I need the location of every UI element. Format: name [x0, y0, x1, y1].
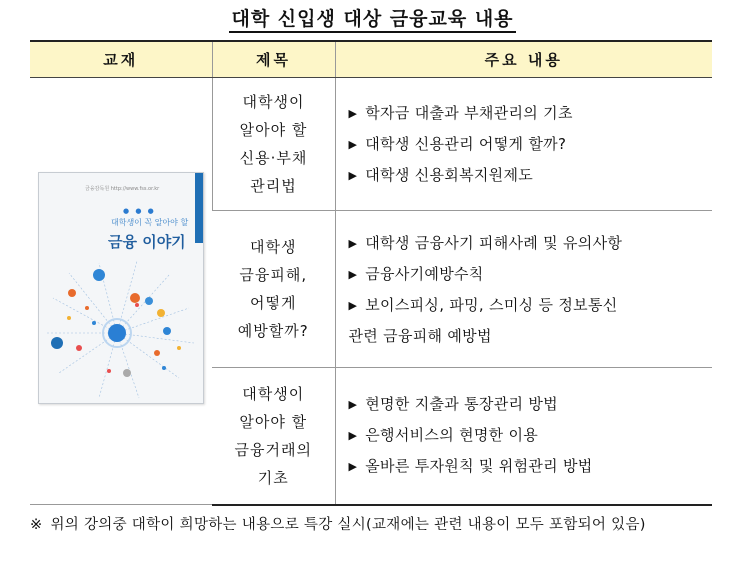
title-line: 대학생이: [242, 93, 305, 111]
bullet-icon: ▶: [348, 460, 358, 474]
title-line: 관리법: [250, 177, 297, 195]
textbook-cell: [30, 78, 212, 505]
header-main-content: 주요 내용: [335, 41, 712, 78]
title-line: 예방할까?: [237, 322, 309, 340]
bullet-icon: ▶: [348, 298, 358, 312]
title-line: 신용·부채: [239, 149, 308, 167]
row-3-content: [335, 368, 712, 505]
cover-dots: ● ● ●: [123, 207, 156, 215]
title-line: 어떻게: [250, 294, 297, 312]
reference-mark: ※: [30, 517, 43, 533]
list-item: ▶ 대학생 신용관리 어떻게 할까?: [348, 134, 567, 153]
table-header-row: [30, 41, 712, 78]
title-line: 알아야 할: [239, 412, 308, 431]
title-line: 대학생: [250, 238, 297, 256]
header-title: 제목: [212, 41, 335, 78]
bullet-icon: ▶: [348, 398, 358, 412]
header-textbook: 교재: [30, 41, 212, 78]
page-title: 대학 신입생 대상 금융교육 내용: [0, 4, 745, 31]
list-item: ▶ 보이스피싱, 파밍, 스미싱 등 정보통신: [348, 295, 618, 314]
bullet-icon: ▶: [348, 137, 358, 151]
footnote: [30, 513, 730, 537]
row-2-content: [335, 211, 712, 368]
row-2-title: [212, 211, 335, 368]
cover-publisher-text: 금융감독원 http://www.fss.or.kr: [85, 186, 160, 192]
list-item: ▶ 올바른 투자원칙 및 위험관리 방법: [348, 457, 593, 476]
title-line: 금융거래의: [234, 440, 312, 459]
title-line: 기초: [257, 468, 289, 487]
bullet-icon: ▶: [348, 267, 358, 281]
bullet-icon: ▶: [348, 429, 358, 443]
cover-accent-bar: [195, 173, 203, 243]
title-line: 대학생이: [242, 384, 305, 403]
bullet-icon: ▶: [348, 236, 358, 250]
title-line: 금융피해,: [239, 266, 308, 284]
textbook-cover-image: [38, 172, 204, 404]
row-3-title: [212, 368, 335, 505]
list-item: ▶ 현명한 지출과 통장관리 방법: [348, 395, 558, 414]
education-table: [30, 40, 712, 506]
row-1-title: [212, 78, 335, 211]
list-item: ▶ 대학생 신용회복지원제도: [348, 165, 534, 184]
list-item: ▶ 은행서비스의 현명한 이용: [348, 426, 539, 445]
title-line: 알아야 할: [239, 121, 308, 139]
footnote-text: 위의 강의중 대학이 희망하는 내용으로 특강 실시(교재에는 관련 내용이 모두 포함되어 있음): [50, 517, 646, 533]
network-illustration: [39, 253, 203, 403]
bullet-icon: ▶: [348, 106, 358, 120]
bullet-icon: ▶: [348, 168, 358, 182]
list-item: ▶ 학자금 대출과 부채관리의 기초: [348, 103, 573, 122]
row-1-content: [335, 78, 712, 211]
list-item-continuation: 관련 금융피해 예방법: [348, 326, 492, 345]
list-item: ▶ 대학생 금융사기 피해사례 및 유의사항: [348, 233, 623, 252]
table-row: [30, 78, 712, 211]
cover-title: 금융 이야기: [108, 233, 186, 251]
list-item: ▶ 금융사기예방수칙: [348, 264, 484, 283]
cover-subtitle: 대학생이 꼭 알아야 할: [111, 218, 189, 227]
